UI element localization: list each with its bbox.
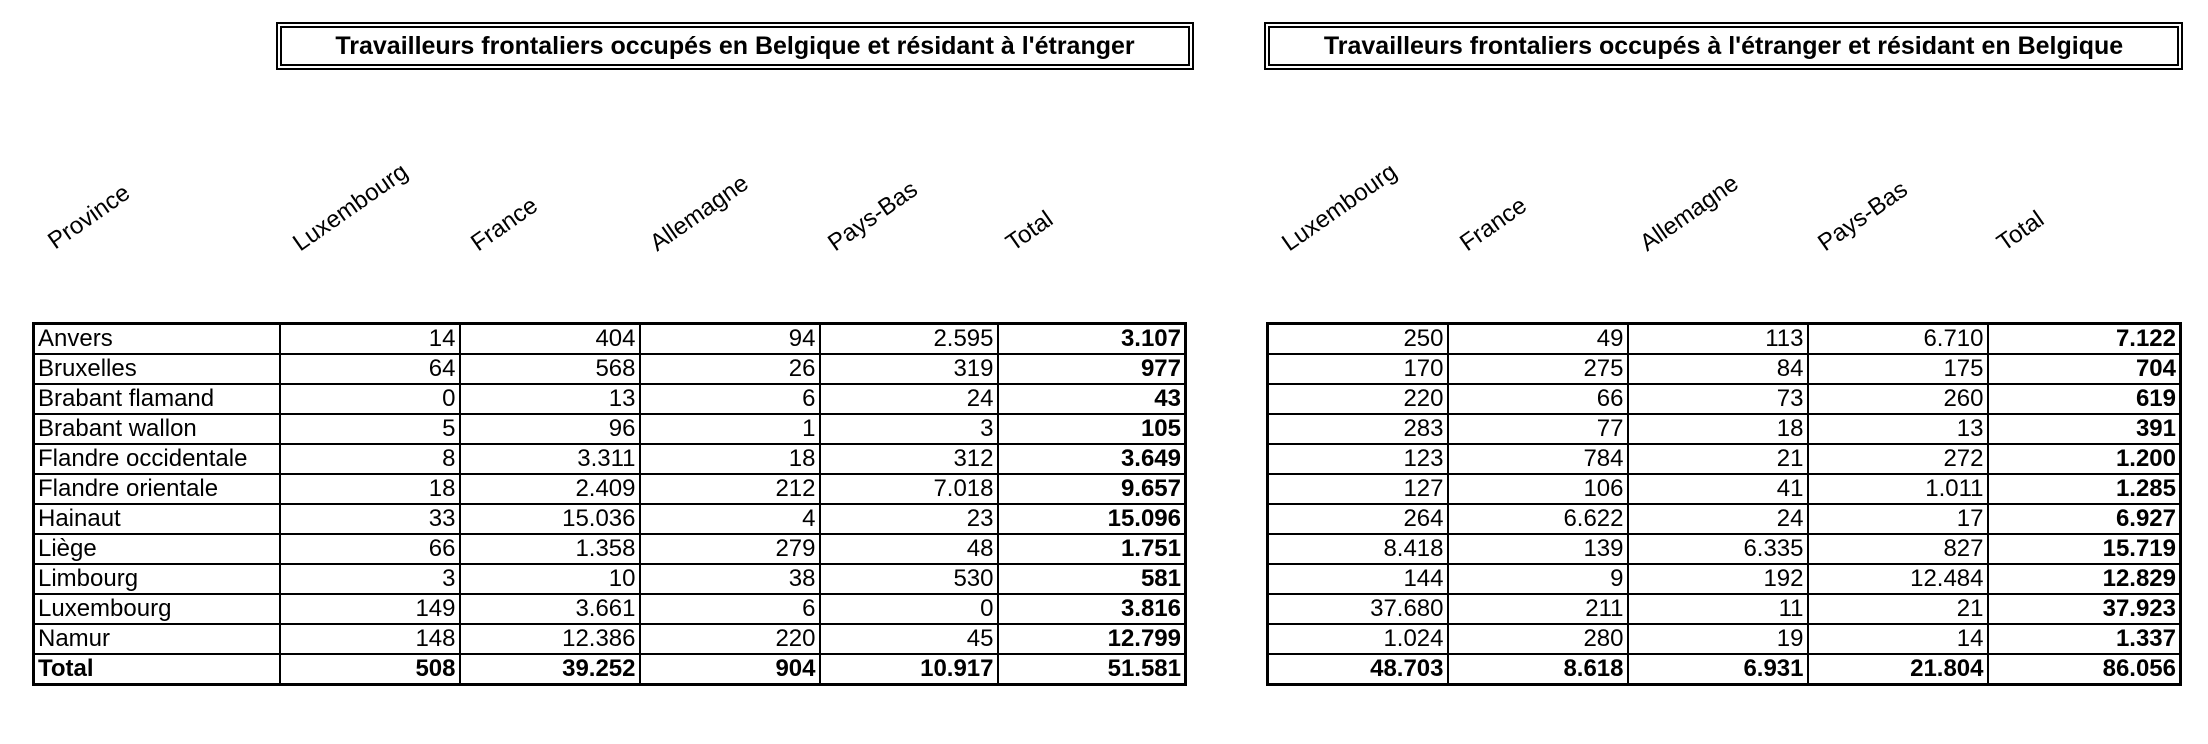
value-cell: 105	[998, 414, 1186, 444]
value-cell: 84	[1628, 354, 1808, 384]
value-cell: 9	[1448, 564, 1628, 594]
value-cell: 23	[820, 504, 998, 534]
table-row	[34, 414, 1186, 444]
value-cell: 26	[640, 354, 820, 384]
value-cell: 211	[1448, 594, 1628, 624]
value-cell: 12.386	[460, 624, 640, 654]
value-cell: 1.751	[998, 534, 1186, 564]
province-cell: Bruxelles	[34, 354, 280, 384]
value-cell: 149	[280, 594, 460, 624]
title-left: Travailleurs frontaliers occupés en Belgique et résidant à l'étranger	[276, 22, 1194, 70]
value-cell: 77	[1448, 414, 1628, 444]
value-cell: 9.657	[998, 474, 1186, 504]
value-cell: 14	[1808, 624, 1988, 654]
value-cell: 391	[1988, 414, 2181, 444]
province-cell: Hainaut	[34, 504, 280, 534]
value-cell: 7.018	[820, 474, 998, 504]
value-cell: 37.923	[1988, 594, 2181, 624]
value-cell: 13	[1808, 414, 1988, 444]
province-cell: Limbourg	[34, 564, 280, 594]
value-cell: 3.107	[998, 324, 1186, 355]
province-cell: Liège	[34, 534, 280, 564]
value-cell: 0	[280, 384, 460, 414]
province-cell: Brabant wallon	[34, 414, 280, 444]
value-cell: 24	[820, 384, 998, 414]
header-right-luxembourg: Luxembourg	[1277, 158, 1402, 257]
table-row	[1268, 504, 2181, 534]
header-right-paysbas: Pays-Bas	[1813, 175, 1913, 257]
table-row	[1268, 444, 2181, 474]
value-cell: 106	[1448, 474, 1628, 504]
value-cell: 581	[998, 564, 1186, 594]
total-label: Total	[34, 654, 280, 685]
table-row	[34, 534, 1186, 564]
value-cell: 260	[1808, 384, 1988, 414]
value-cell: 41	[1628, 474, 1808, 504]
total-cell: 48.703	[1268, 654, 1448, 685]
header-left-allemagne: Allemagne	[645, 169, 754, 257]
value-cell: 6	[640, 384, 820, 414]
value-cell: 1	[640, 414, 820, 444]
table-row	[1268, 414, 2181, 444]
table-row	[1268, 384, 2181, 414]
table-row	[34, 384, 1186, 414]
value-cell: 5	[280, 414, 460, 444]
value-cell: 619	[1988, 384, 2181, 414]
total-row	[34, 654, 1186, 685]
value-cell: 13	[460, 384, 640, 414]
value-cell: 530	[820, 564, 998, 594]
value-cell: 66	[1448, 384, 1628, 414]
table-row	[1268, 564, 2181, 594]
value-cell: 18	[640, 444, 820, 474]
value-cell: 6	[640, 594, 820, 624]
value-cell: 3.649	[998, 444, 1186, 474]
total-cell: 51.581	[998, 654, 1186, 685]
table-row	[1268, 474, 2181, 504]
value-cell: 6.710	[1808, 324, 1988, 355]
value-cell: 64	[280, 354, 460, 384]
value-cell: 24	[1628, 504, 1808, 534]
value-cell: 96	[460, 414, 640, 444]
value-cell: 220	[1268, 384, 1448, 414]
value-cell: 3	[820, 414, 998, 444]
total-cell: 6.931	[1628, 654, 1808, 685]
value-cell: 280	[1448, 624, 1628, 654]
value-cell: 148	[280, 624, 460, 654]
province-cell: Namur	[34, 624, 280, 654]
value-cell: 312	[820, 444, 998, 474]
value-cell: 283	[1268, 414, 1448, 444]
value-cell: 1.337	[1988, 624, 2181, 654]
value-cell: 212	[640, 474, 820, 504]
value-cell: 6.335	[1628, 534, 1808, 564]
table-row	[1268, 324, 2181, 355]
value-cell: 139	[1448, 534, 1628, 564]
value-cell: 49	[1448, 324, 1628, 355]
header-right-total: Total	[1992, 205, 2050, 257]
value-cell: 568	[460, 354, 640, 384]
value-cell: 404	[460, 324, 640, 355]
table-row	[34, 444, 1186, 474]
table-row	[1268, 624, 2181, 654]
value-cell: 18	[280, 474, 460, 504]
table-row	[1268, 534, 2181, 564]
value-cell: 1.200	[1988, 444, 2181, 474]
value-cell: 10	[460, 564, 640, 594]
value-cell: 2.409	[460, 474, 640, 504]
total-cell: 39.252	[460, 654, 640, 685]
total-cell: 10.917	[820, 654, 998, 685]
value-cell: 3.816	[998, 594, 1186, 624]
table-row	[34, 624, 1186, 654]
table-row	[34, 504, 1186, 534]
value-cell: 6.622	[1448, 504, 1628, 534]
value-cell: 704	[1988, 354, 2181, 384]
value-cell: 220	[640, 624, 820, 654]
value-cell: 19	[1628, 624, 1808, 654]
value-cell: 827	[1808, 534, 1988, 564]
value-cell: 73	[1628, 384, 1808, 414]
value-cell: 1.011	[1808, 474, 1988, 504]
value-cell: 3.311	[460, 444, 640, 474]
total-cell: 8.618	[1448, 654, 1628, 685]
value-cell: 6.927	[1988, 504, 2181, 534]
value-cell: 279	[640, 534, 820, 564]
province-cell: Luxembourg	[34, 594, 280, 624]
value-cell: 2.595	[820, 324, 998, 355]
table-row	[34, 564, 1186, 594]
value-cell: 8	[280, 444, 460, 474]
table-row	[34, 474, 1186, 504]
value-cell: 3	[280, 564, 460, 594]
value-cell: 4	[640, 504, 820, 534]
table-row	[34, 594, 1186, 624]
value-cell: 48	[820, 534, 998, 564]
value-cell: 37.680	[1268, 594, 1448, 624]
value-cell: 977	[998, 354, 1186, 384]
table-row	[34, 354, 1186, 384]
value-cell: 113	[1628, 324, 1808, 355]
value-cell: 272	[1808, 444, 1988, 474]
value-cell: 784	[1448, 444, 1628, 474]
value-cell: 175	[1808, 354, 1988, 384]
value-cell: 15.719	[1988, 534, 2181, 564]
value-cell: 1.358	[460, 534, 640, 564]
header-left-france: France	[466, 191, 543, 257]
value-cell: 66	[280, 534, 460, 564]
value-cell: 275	[1448, 354, 1628, 384]
total-cell: 508	[280, 654, 460, 685]
province-cell: Flandre occidentale	[34, 444, 280, 474]
value-cell: 14	[280, 324, 460, 355]
value-cell: 264	[1268, 504, 1448, 534]
value-cell: 33	[280, 504, 460, 534]
province-cell: Anvers	[34, 324, 280, 355]
province-cell: Flandre orientale	[34, 474, 280, 504]
header-right-france: France	[1455, 191, 1532, 257]
total-cell: 904	[640, 654, 820, 685]
value-cell: 21	[1628, 444, 1808, 474]
total-cell: 21.804	[1808, 654, 1988, 685]
value-cell: 0	[820, 594, 998, 624]
province-cell: Brabant flamand	[34, 384, 280, 414]
header-left-luxembourg: Luxembourg	[288, 158, 413, 257]
value-cell: 12.799	[998, 624, 1186, 654]
value-cell: 1.024	[1268, 624, 1448, 654]
value-cell: 1.285	[1988, 474, 2181, 504]
title-right: Travailleurs frontaliers occupés à l'étranger et résidant en Belgique	[1264, 22, 2183, 70]
value-cell: 3.661	[460, 594, 640, 624]
table-left	[32, 322, 1187, 686]
value-cell: 43	[998, 384, 1186, 414]
value-cell: 7.122	[1988, 324, 2181, 355]
value-cell: 8.418	[1268, 534, 1448, 564]
total-cell: 86.056	[1988, 654, 2181, 685]
value-cell: 21	[1808, 594, 1988, 624]
value-cell: 170	[1268, 354, 1448, 384]
total-row	[1268, 654, 2181, 685]
value-cell: 144	[1268, 564, 1448, 594]
table-right	[1266, 322, 2182, 686]
value-cell: 319	[820, 354, 998, 384]
value-cell: 15.036	[460, 504, 640, 534]
header-right-allemagne: Allemagne	[1635, 169, 1744, 257]
value-cell: 127	[1268, 474, 1448, 504]
value-cell: 45	[820, 624, 998, 654]
value-cell: 192	[1628, 564, 1808, 594]
value-cell: 94	[640, 324, 820, 355]
table-row	[1268, 354, 2181, 384]
value-cell: 12.829	[1988, 564, 2181, 594]
table-row	[34, 324, 1186, 355]
value-cell: 17	[1808, 504, 1988, 534]
value-cell: 38	[640, 564, 820, 594]
value-cell: 123	[1268, 444, 1448, 474]
header-province: Province	[43, 179, 136, 255]
header-left-total: Total	[1001, 205, 1059, 257]
value-cell: 250	[1268, 324, 1448, 355]
table-row	[1268, 594, 2181, 624]
header-left-paysbas: Pays-Bas	[823, 175, 923, 257]
value-cell: 12.484	[1808, 564, 1988, 594]
value-cell: 11	[1628, 594, 1808, 624]
value-cell: 18	[1628, 414, 1808, 444]
value-cell: 15.096	[998, 504, 1186, 534]
